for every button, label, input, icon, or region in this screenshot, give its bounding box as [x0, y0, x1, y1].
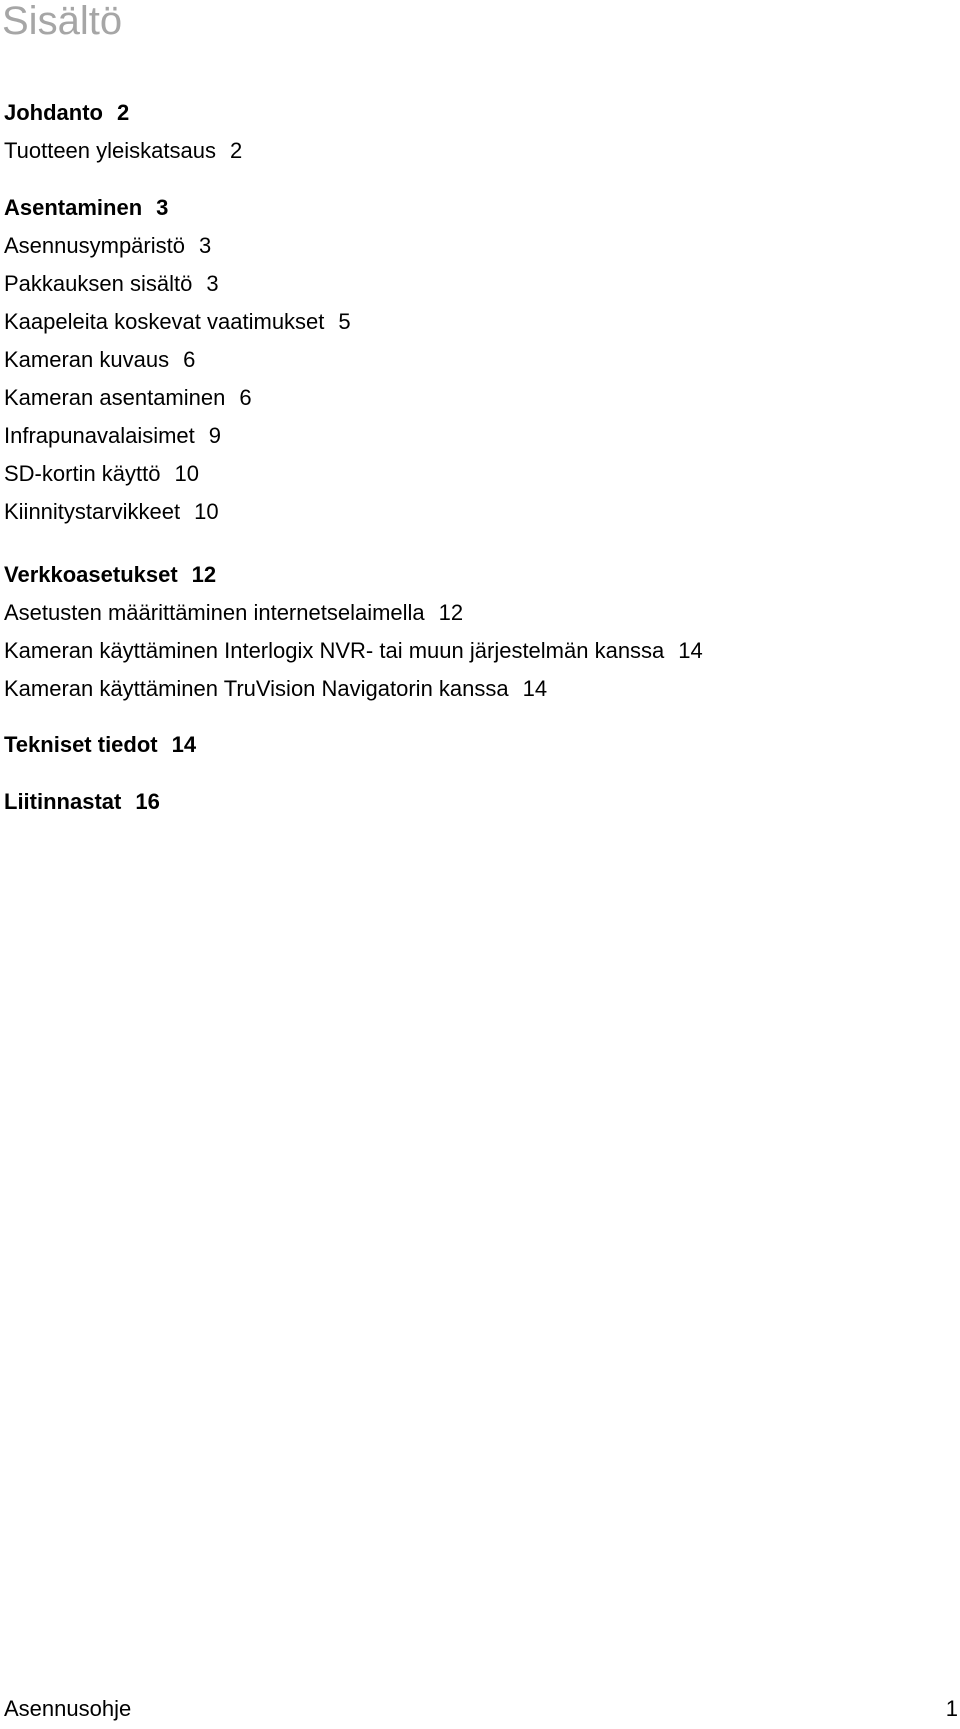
toc-entry-label: Asentaminen: [4, 195, 143, 220]
toc-entry-label: Verkkoasetukset: [4, 562, 178, 587]
toc-entry-label: Kameran asentaminen: [4, 385, 226, 410]
toc-entry[interactable]: [4, 594, 703, 632]
page-title: Sisältö: [2, 0, 123, 43]
toc-chapter-entry[interactable]: [4, 556, 703, 594]
toc-entry-page-number: 9: [208, 423, 222, 448]
toc-entry[interactable]: [4, 132, 242, 170]
toc-entry[interactable]: [4, 227, 351, 265]
toc-entry-page-number: 3: [198, 233, 212, 258]
toc-entry-page-number: 3: [156, 195, 169, 220]
toc-entry-label: Infrapunavalaisimet: [4, 423, 195, 448]
toc-entry[interactable]: [4, 417, 351, 455]
toc-entry-label: Tuotteen yleiskatsaus: [4, 138, 216, 163]
toc-section-tekniset-tiedot: [4, 726, 196, 764]
page-footer: [4, 1694, 958, 1724]
toc-entry-label: Asennusympäristö: [4, 233, 185, 258]
toc-entry-label: Johdanto: [4, 100, 103, 125]
toc-entry-page-number: 3: [206, 271, 219, 296]
toc-section-johdanto: [4, 94, 242, 170]
toc-entry[interactable]: [4, 670, 703, 708]
toc-entry-page-number: 12: [191, 562, 217, 587]
toc-entry[interactable]: [4, 455, 351, 493]
toc-chapter-entry[interactable]: [4, 189, 351, 227]
toc-entry-page-number: 12: [438, 600, 464, 625]
toc-section-verkkoasetukset: [4, 556, 703, 708]
toc-entry-label: SD-kortin käyttö: [4, 461, 161, 486]
toc-entry[interactable]: [4, 632, 703, 670]
toc-entry-page-number: 14: [522, 676, 548, 701]
toc-entry-page-number: 6: [183, 347, 196, 372]
toc-entry[interactable]: [4, 493, 351, 531]
footer-page-number: 1: [945, 1696, 958, 1721]
toc-entry-label: Tekniset tiedot: [4, 732, 158, 757]
toc-entry-label: Kaapeleita koskevat vaatimukset: [4, 309, 325, 334]
toc-section-asentaminen: [4, 189, 351, 531]
toc-entry-page-number: 2: [229, 138, 243, 163]
toc-entry-page-number: 6: [239, 385, 252, 410]
toc-entry-label: Kameran kuvaus: [4, 347, 170, 372]
toc-entry-page-number: 2: [117, 100, 130, 125]
toc-entry-page-number: 16: [135, 789, 160, 814]
toc-entry[interactable]: [4, 265, 351, 303]
toc-entry-label: Kameran käyttäminen Interlogix NVR- tai muun järjestelmän kanssa: [4, 638, 665, 663]
toc-entry-page-number: 14: [171, 732, 197, 757]
toc-entry-label: Liitinnastat: [4, 789, 122, 814]
footer-document-name: Asennusohje: [4, 1696, 132, 1721]
toc-entry[interactable]: [4, 303, 351, 341]
toc-entry-page-number: 14: [678, 638, 703, 663]
toc-entry-label: Pakkauksen sisältö: [4, 271, 193, 296]
toc-entry-label: Asetusten määrittäminen internetselaimella: [4, 600, 425, 625]
toc-chapter-entry[interactable]: [4, 783, 160, 821]
toc-entry-page-number: 10: [194, 499, 219, 524]
toc-entry-label: Kameran käyttäminen TruVision Navigatorin kanssa: [4, 676, 509, 701]
toc-entry[interactable]: [4, 379, 351, 417]
toc-chapter-entry[interactable]: [4, 726, 196, 764]
toc-entry-page-number: 10: [174, 461, 199, 486]
toc-entry-label: Kiinnitystarvikkeet: [4, 499, 181, 524]
toc-entry-page-number: 5: [338, 309, 351, 334]
toc-entry[interactable]: [4, 341, 351, 379]
toc-section-liitinnastat: [4, 783, 160, 821]
toc-chapter-entry[interactable]: [4, 94, 242, 132]
